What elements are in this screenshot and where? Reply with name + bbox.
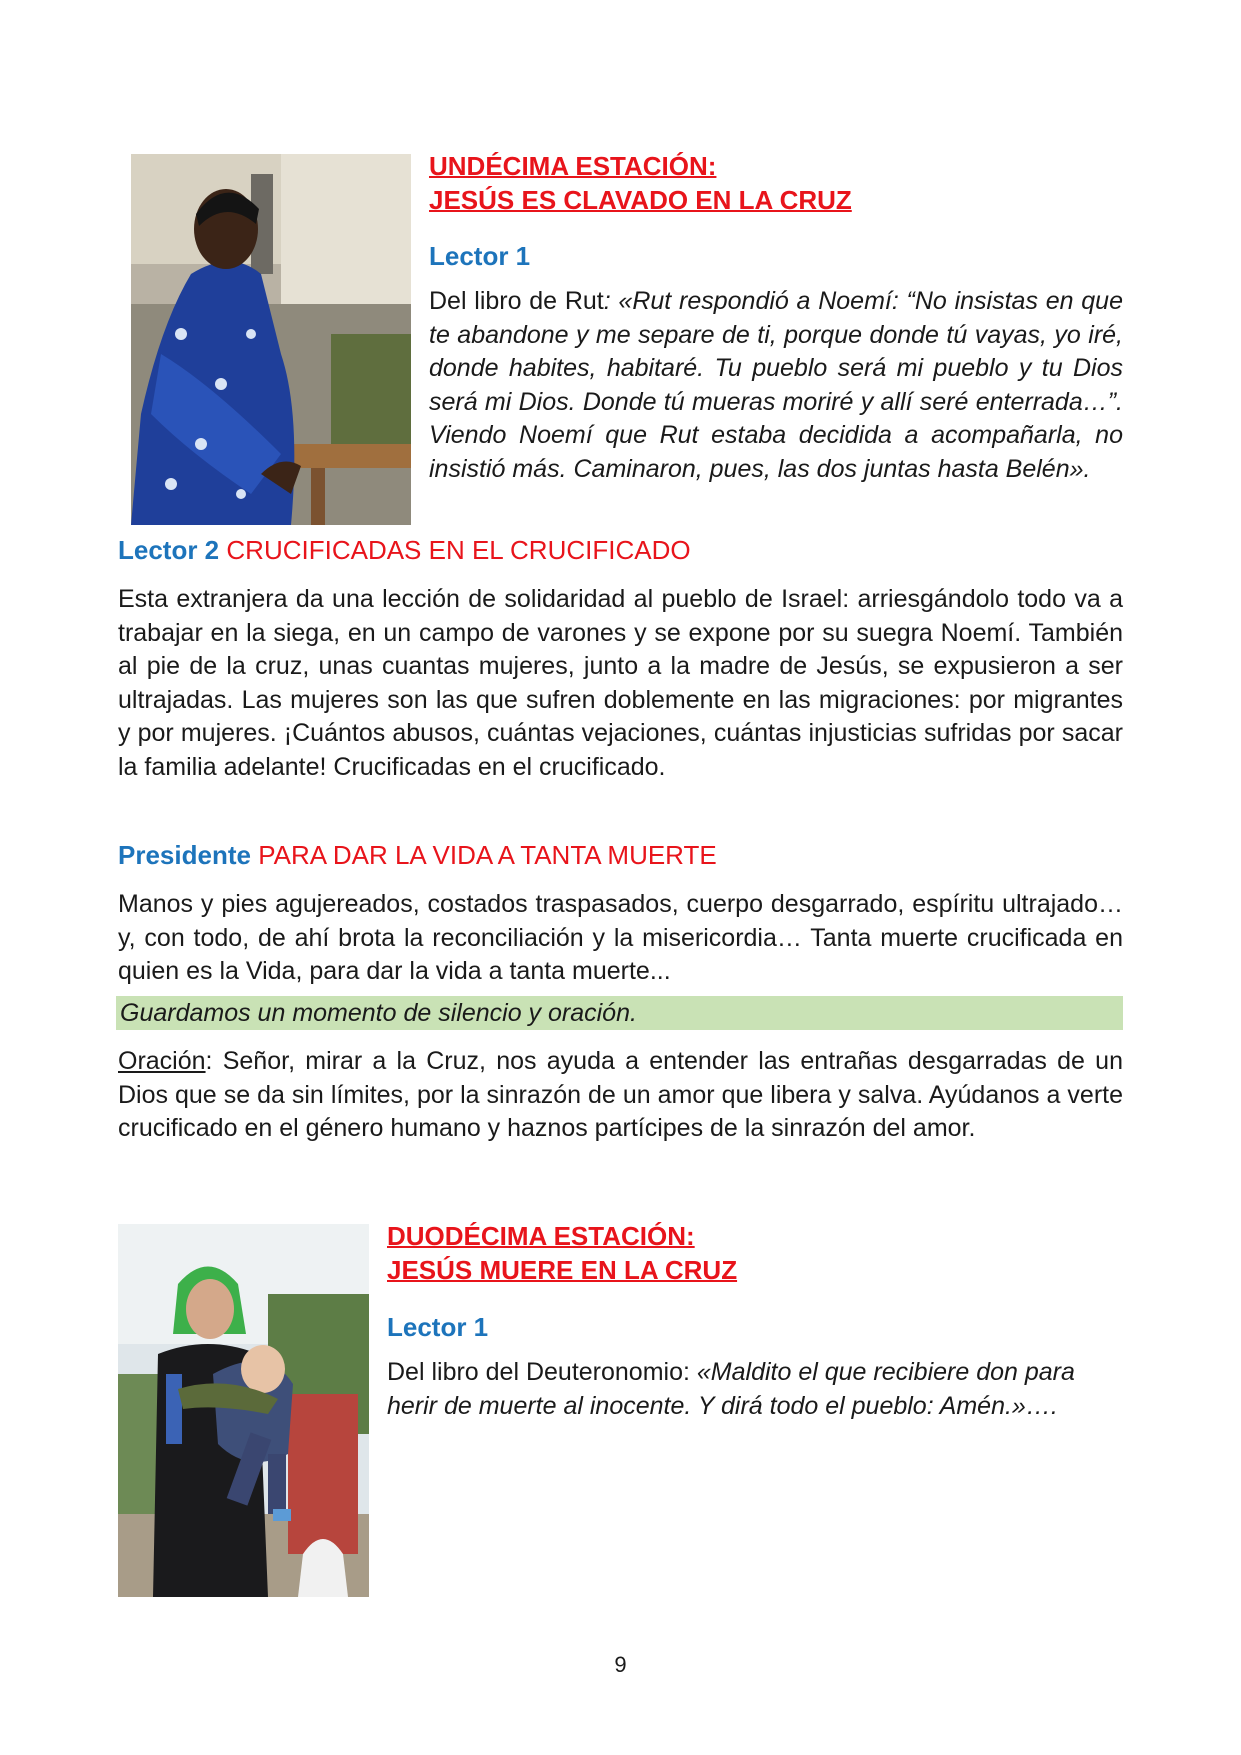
prayer-body: : Señor, mirar a la Cruz, nos ayuda a entender las entrañas desgarradas de un Dios que se da sin límites, por la sinrazón de un amor que libera y salva. Ayúdanos a verte crucificado en el género humano y haznos partícipes de la sinrazón del amor. bbox=[118, 1047, 1123, 1142]
lector-2-heading bbox=[118, 534, 691, 566]
station-12-reading bbox=[387, 1356, 1087, 1423]
station-11-reading bbox=[429, 285, 1123, 486]
lector-2-text: Esta extranjera da una lección de solidaridad al pueblo de Israel: arriesgándolo todo va a trabajar en la siega, en un campo de varones y se expone por su suegra Noemí. También al pie de la cruz, unas cuantas mujeres, junto a la madre de Jesús, se expusieron a ser ultrajadas. Las mujeres son las que sufren doblemente en las migraciones: por migrantes y por mujeres. ¡Cuántos abusos, cuántas vejaciones, cuántas injusticias sufridas por sacar la familia adelante! Crucificadas en el crucificado. bbox=[118, 585, 1123, 781]
lector-2-topic: CRUCIFICADAS EN EL CRUCIFICADO bbox=[226, 535, 691, 565]
station-12-title-line1: DUODÉCIMA ESTACIÓN: bbox=[387, 1221, 695, 1251]
mother-with-baby-photo bbox=[118, 1224, 369, 1597]
reading-quote: «Maldito el que recibiere don para herir de muerte al inocente. Y dirá todo el pueblo: Amén.»…. bbox=[387, 1358, 1075, 1420]
lector-2-label: Lector 2 bbox=[118, 535, 220, 565]
station-12-title-line2: JESÚS MUERE EN LA CRUZ bbox=[387, 1255, 738, 1285]
reading-quote: : «Rut respondió a Noemí: “No insistas en que te abandone y me separe de ti, porque donde tú vayas, yo iré, donde habites, habitaré. Tu pueblo será mi pueblo y tu Dios será mi Dios. Donde tú mueras moriré y allí seré enterrada…”. Viendo Noemí que Rut estaba decidida a acompañarla, no insistió más. Caminaron, pues, las dos juntas hasta Belén». bbox=[429, 287, 1123, 483]
station-11-title bbox=[429, 149, 852, 217]
president-label: Presidente bbox=[118, 840, 251, 870]
station-12-lector-1-label: Lector 1 bbox=[387, 1312, 489, 1342]
station-12-title bbox=[387, 1219, 737, 1287]
president-topic: PARA DAR LA VIDA A TANTA MUERTE bbox=[258, 840, 717, 870]
prayer-label: Oración bbox=[118, 1047, 206, 1075]
president-text: Manos y pies agujereados, costados traspasados, cuerpo desgarrado, espíritu ultrajado… y, con todo, de ahí brota la reconciliación y la misericordia… Tanta muerte crucificada en quien es la Vida, para dar la vida a tanta muerte... bbox=[118, 890, 1123, 985]
woman-seated-photo bbox=[131, 154, 411, 525]
silence-band bbox=[116, 996, 1123, 1030]
station-11-title-line1: UNDÉCIMA ESTACIÓN: bbox=[429, 151, 717, 181]
reading-source: Del libro de Rut bbox=[429, 287, 604, 315]
page-number: 9 bbox=[614, 1652, 627, 1677]
silence-text: Guardamos un momento de silencio y oración. bbox=[120, 999, 637, 1027]
president-heading bbox=[118, 839, 717, 871]
reading-source: Del libro del Deuteronomio: bbox=[387, 1358, 697, 1386]
station-11-lector-1-label: Lector 1 bbox=[429, 241, 531, 271]
prayer-text bbox=[118, 1045, 1123, 1146]
station-11-title-line2: JESÚS ES CLAVADO EN LA CRUZ bbox=[429, 185, 852, 215]
